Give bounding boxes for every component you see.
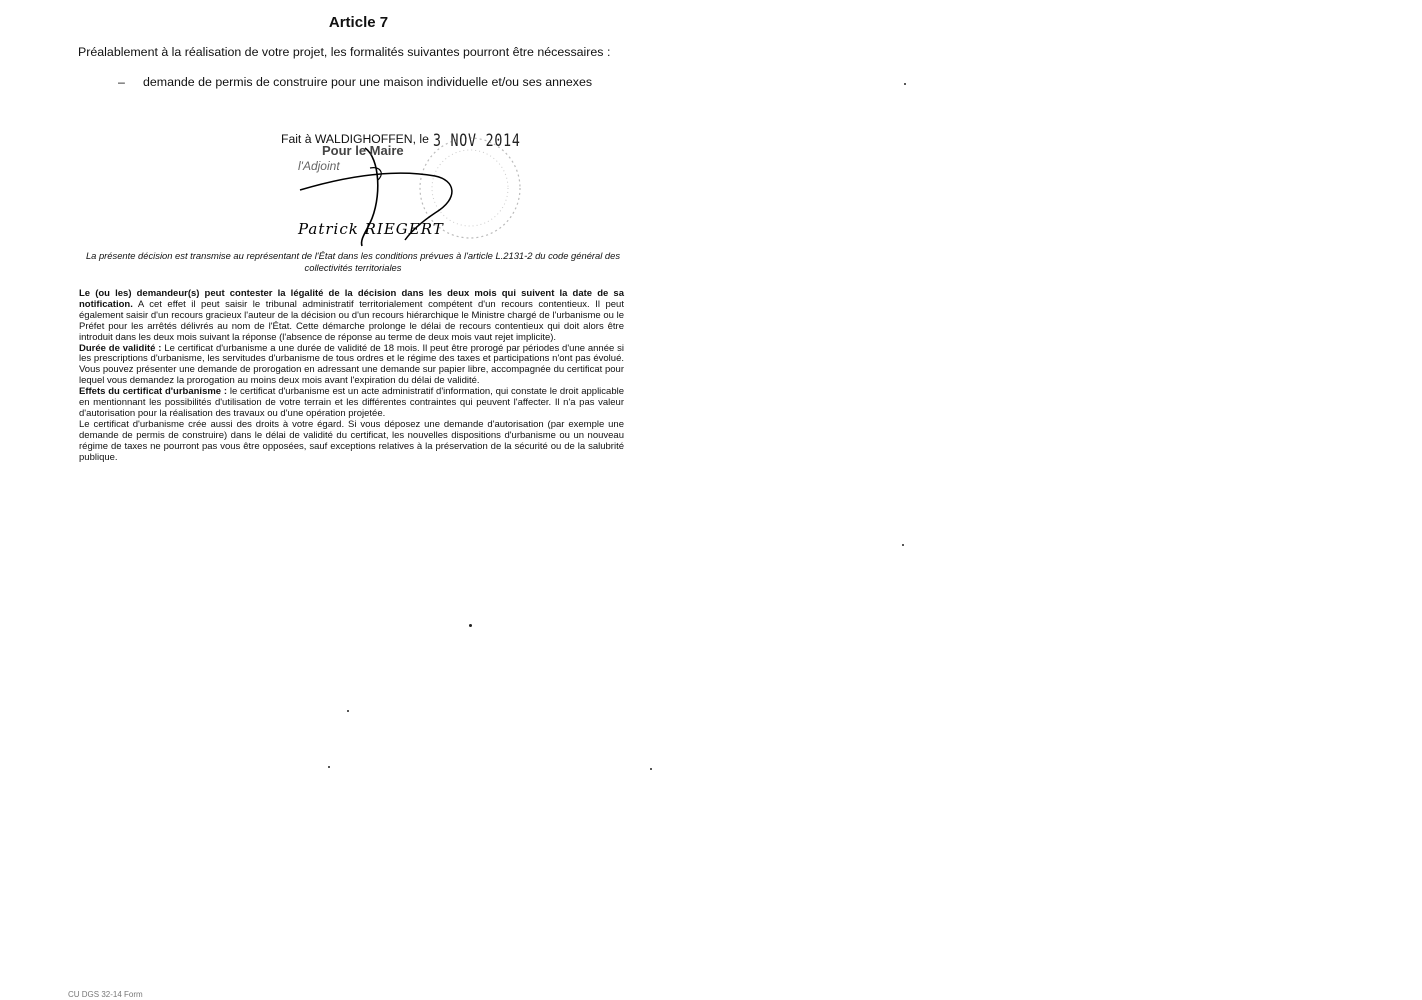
duree-heading: Durée de validité : bbox=[79, 342, 162, 354]
stamp-text-mayor: Pour le Maire bbox=[322, 143, 404, 158]
article-title: Article 7 bbox=[328, 14, 389, 31]
form-code: CU DGS 32-14 Form bbox=[68, 990, 143, 999]
recours-heading: Le (ou les) demandeur(s) peut contester la légalité de la décision dans les deux mois qui suivent la date de sa notification. bbox=[79, 288, 624, 310]
recours-text: A cet effet il peut saisir le tribunal administratif territorialement compétent d'un recours contentieux. Il peut également saisir d'un recours gracieux l'auteur de la décision ou d'un recours hiérarchique le Ministre chargé de l'urbanisme ou le Préfet pour les arrêtés délivrés au nom de l'État. Cette démarche prolonge le délai de recours contentieux qui doit alors être introduit dans les deux mois suivant la réponse (l'absence de réponse au terme de deux mois vaut rejet implicite). bbox=[79, 298, 624, 343]
droits-paragraph: Le certificat d'urbanisme crée aussi des droits à votre égard. Si vous déposez une demande d'autorisation (par exemple une demande de permis de construire) dans le délai de validité du certificat, les nouvelles dispositions d'urbanisme ou un nouveau régime de taxes ne pourront pas vous être opposées, sauf exceptions relatives à la préservation de la sécurité ou de la salubrité publique. bbox=[79, 418, 624, 463]
effets-paragraph bbox=[79, 387, 624, 420]
intro-paragraph: Préalablement à la réalisation de votre projet, les formalités suivantes pourront être nécessaires : bbox=[78, 45, 611, 59]
transmission-note: La présente décision est transmise au représentant de l'État dans les conditions prévues à l'article L.2131-2 du code général des collectivités territoriales bbox=[85, 250, 621, 273]
duree-text: Le certificat d'urbanisme a une durée de validité de 18 mois. Il peut être prorogé par périodes d'une année si les prescriptions d'urbanisme, les servitudes d'urbanisme de tous ordres et le régime des taxes et participations n'ont pas évolué. Vous pouvez présenter une demande de prorogation en adressant une demande sur papier libre, accompagnée du certificat pour lequel vous demandez la prorogation au moins deux mois avant l'expiration du délai de validité. bbox=[79, 342, 624, 387]
stamp-text-deputy: l'Adjoint bbox=[298, 159, 340, 173]
scan-speck bbox=[469, 624, 472, 627]
effets-text: le certificat d'urbanisme est un acte administratif d'information, qui constate le droit applicable en mentionnant les possibilités d'utilisation de votre terrain et les différentes contraintes qui peuvent l'affecter. Il n'a pas valeur d'autorisation pour la réalisation des travaux ou d'une opération projetée. bbox=[79, 386, 624, 419]
signer-name: Patrick RIEGERT bbox=[298, 220, 444, 238]
scan-speck bbox=[650, 768, 652, 770]
scan-speck bbox=[328, 766, 330, 768]
formality-text: demande de permis de construire pour une maison individuelle et/ou ses annexes bbox=[143, 75, 593, 89]
date-stamp: 3 NOV 2014 bbox=[433, 131, 521, 151]
formality-list-item bbox=[118, 75, 592, 89]
recours-paragraph bbox=[79, 289, 624, 344]
legal-notice bbox=[79, 289, 624, 464]
scan-speck bbox=[902, 544, 904, 546]
duree-paragraph bbox=[79, 344, 624, 388]
place-prefix: Fait à WALDIGHOFFEN, le bbox=[281, 132, 429, 146]
effets-heading: Effets du certificat d'urbanisme : bbox=[79, 386, 228, 398]
scan-speck bbox=[904, 83, 906, 85]
signature-block bbox=[270, 128, 560, 253]
bullet-dash: – bbox=[118, 75, 125, 89]
scan-speck bbox=[347, 710, 349, 712]
